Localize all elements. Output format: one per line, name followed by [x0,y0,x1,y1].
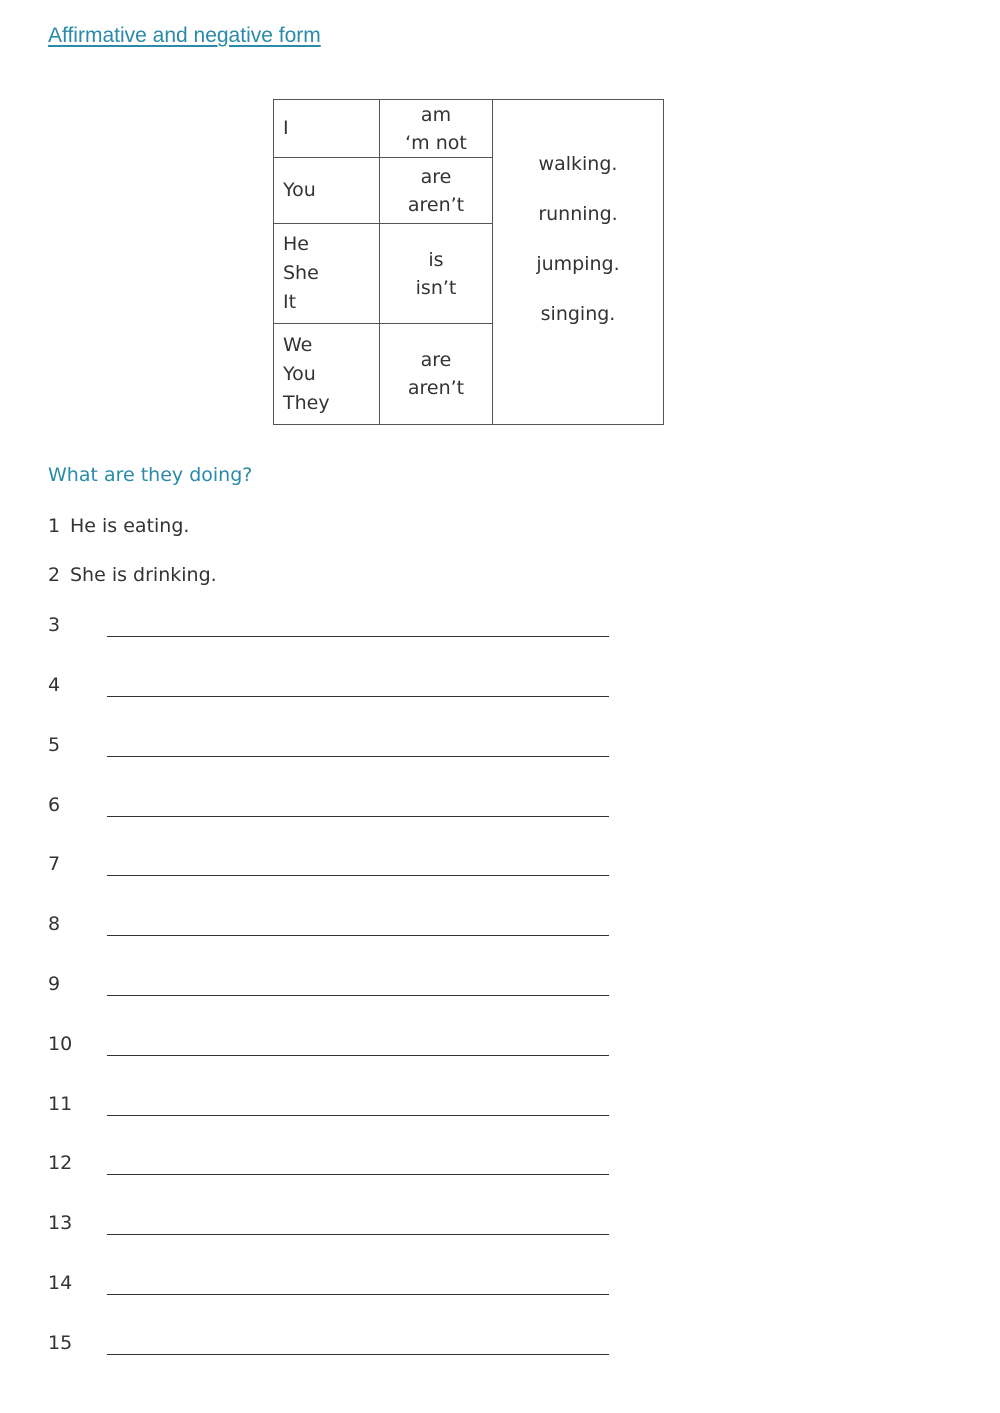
example-number: 2 [48,564,61,586]
verb-cell [380,223,493,324]
answer-blank[interactable] [107,995,609,996]
ing-word: running. [538,203,618,225]
line-number: 15 [48,1332,73,1354]
subject-pronoun: She [283,262,319,285]
answer-line [48,734,618,764]
ing-word: singing. [540,303,616,325]
verb-cell [380,158,493,223]
verb-cell [380,324,493,425]
answer-line [48,973,618,1003]
example-sentence [48,515,189,537]
answer-blank[interactable] [107,816,609,817]
verb-negative: ‘m not [405,131,467,154]
answer-blank[interactable] [107,1354,609,1355]
verb-affirmative: are [420,349,452,372]
answer-line [48,1033,618,1063]
answer-blank[interactable] [107,1294,609,1295]
line-number: 14 [48,1272,73,1294]
verb-affirmative: is [428,248,444,271]
subject-cell [274,100,380,158]
verb-cell [380,100,493,158]
answer-line [48,853,618,883]
grammar-table [273,99,664,425]
line-number: 5 [48,734,61,756]
line-number: 9 [48,973,61,995]
subject-pronoun: It [283,291,297,314]
worksheet-title: Affirmative and negative form [48,24,321,47]
example-text: He is eating. [70,515,190,537]
subject-pronoun: You [283,362,316,385]
subject-cell [274,158,380,223]
answer-blank[interactable] [107,756,609,757]
line-number: 13 [48,1212,73,1234]
line-number: 10 [48,1033,73,1055]
line-number: 6 [48,794,61,816]
answer-blank[interactable] [107,875,609,876]
verb-negative: aren’t [407,193,465,216]
line-number: 3 [48,614,61,636]
answer-line [48,1212,618,1242]
answer-blank[interactable] [107,636,609,637]
answer-blank[interactable] [107,935,609,936]
answer-line [48,1332,618,1362]
answer-line [48,1272,618,1302]
line-number: 12 [48,1152,73,1174]
answer-blank[interactable] [107,696,609,697]
verb-negative: isn’t [415,276,457,299]
verb-affirmative: am [420,103,452,126]
subject-pronoun: They [283,391,330,414]
subject-pronoun: You [283,179,316,202]
exercise-question: What are they doing? [48,464,253,486]
answer-blank[interactable] [107,1174,609,1175]
line-number: 8 [48,913,61,935]
subject-pronoun: I [283,117,289,140]
subject-cell [274,223,380,324]
line-number: 4 [48,674,61,696]
answer-line [48,1093,618,1123]
answer-line [48,794,618,824]
answer-line [48,913,618,943]
answer-line [48,1152,618,1182]
ing-words-cell [493,100,664,425]
example-text: She is drinking. [70,564,217,586]
subject-pronoun: He [283,233,309,256]
line-number: 11 [48,1093,73,1115]
example-number: 1 [48,515,61,537]
subject-pronoun: We [283,333,313,356]
table-row [274,100,664,158]
answer-blank[interactable] [107,1234,609,1235]
line-number: 7 [48,853,61,875]
answer-blank[interactable] [107,1055,609,1056]
verb-negative: aren’t [407,377,465,400]
verb-affirmative: are [420,165,452,188]
answer-blank[interactable] [107,1115,609,1116]
subject-cell [274,324,380,425]
ing-word: jumping. [536,253,620,275]
answer-line [48,614,618,644]
ing-word: walking. [538,153,618,175]
example-sentence [48,564,217,586]
answer-line [48,674,618,704]
